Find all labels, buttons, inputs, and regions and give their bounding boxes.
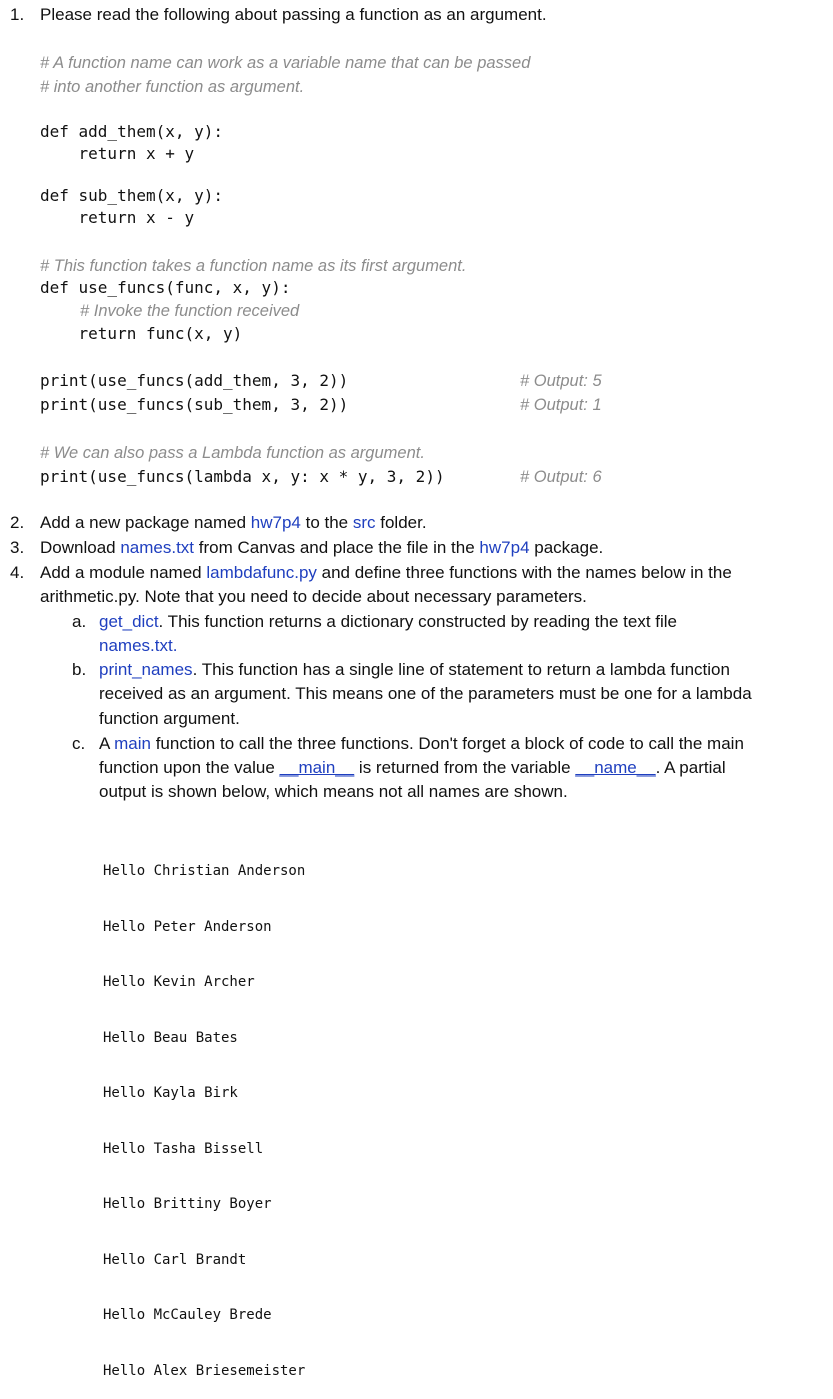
code-comment: # into another function as argument. [40, 78, 305, 96]
item-2-text: Add a new package named hw7p4 to the src folder. [40, 513, 427, 532]
sample-output [103, 826, 305, 1399]
function-name: get_dict [99, 612, 159, 631]
module-name: lambdafunc.py [206, 563, 317, 582]
package-name: hw7p4 [250, 513, 301, 532]
item-1-text: Please read the following about passing a function as an argument. [40, 5, 547, 24]
function-name: print_names [99, 660, 193, 679]
subitem-a-text: get_dict. This function returns a dictionary constructed by reading the text file [99, 612, 678, 631]
package-name: hw7p4 [479, 538, 530, 557]
code-line: def sub_them(x, y): [40, 186, 224, 205]
subitem-c-text: A main function to call the three functions. Don't forget a block of code to call the main [99, 734, 744, 753]
src-folder: src [352, 513, 376, 532]
output-line: Hello Carl Brandt [103, 1251, 247, 1268]
code-line: def add_them(x, y): [40, 122, 224, 141]
subitem-letter-a: a. [72, 612, 87, 631]
item-number-2: 2. [10, 513, 25, 532]
subitem-b-line2: received as an argument. This means one of the parameters must be one for a lambda [99, 684, 752, 703]
code-line: return func(x, y) [40, 324, 243, 343]
function-name: main [114, 734, 151, 753]
item-number-3: 3. [10, 538, 25, 557]
output-line: Hello Peter Anderson [103, 918, 272, 935]
code-line: return x + y [40, 144, 195, 163]
output-line: Hello Tasha Bissell [103, 1140, 264, 1157]
code-comment: # This function takes a function name as its first argument. [40, 257, 467, 275]
output-line: Hello Beau Bates [103, 1029, 238, 1046]
code-line: print(use_funcs(sub_them, 3, 2)) [40, 395, 349, 414]
output-line: Hello Kayla Birk [103, 1085, 238, 1101]
subitem-b-line3: function argument. [99, 709, 240, 728]
code-comment: # A function name can work as a variable name that can be passed [40, 54, 531, 72]
output-line: Hello Brittiny Boyer [103, 1196, 272, 1212]
subitem-c-line2: function upon the value __main__ is returned from the variable __name__. A partial [99, 758, 726, 777]
code-line: print(use_funcs(lambda x, y: x * y, 3, 2)) [40, 467, 445, 486]
subitem-letter-c: c. [72, 734, 86, 753]
item-4-text: Add a module named lambdafunc.py and define three functions with the names below in the [40, 563, 732, 582]
code-output-comment: # Output: 5 [520, 372, 602, 390]
item-3-text: Download names.txt from Canvas and place the file in the hw7p4 package. [40, 538, 604, 557]
output-line: Hello Alex Briesemeister [103, 1362, 306, 1379]
item-number-4: 4. [10, 563, 25, 582]
code-line: return x - y [40, 208, 195, 227]
file-name: names.txt [120, 538, 195, 557]
item-4-text-line2: arithmetic.py. Note that you need to decide about necessary parameters. [40, 587, 587, 606]
item-number-1: 1. [10, 5, 25, 24]
subitem-c-line3: output is shown below, which means not all names are shown. [99, 782, 568, 801]
code-line: def use_funcs(func, x, y): [40, 278, 291, 297]
output-line: Hello McCauley Brede [103, 1307, 272, 1323]
code-comment: # Invoke the function received [80, 302, 300, 320]
subitem-letter-b: b. [72, 660, 87, 679]
main-value: __main__ [279, 758, 355, 777]
code-line: print(use_funcs(add_them, 3, 2)) [40, 371, 349, 390]
subitem-a-file: names.txt. [99, 636, 178, 655]
output-line: Hello Christian Anderson [103, 863, 306, 879]
code-output-comment: # Output: 1 [520, 396, 602, 414]
output-line: Hello Kevin Archer [103, 974, 255, 990]
name-variable: __name__ [575, 758, 656, 777]
code-comment: # We can also pass a Lambda function as argument. [40, 444, 425, 462]
subitem-b-text: print_names. This function has a single line of statement to return a lambda function [99, 660, 730, 679]
code-output-comment: # Output: 6 [520, 468, 602, 486]
